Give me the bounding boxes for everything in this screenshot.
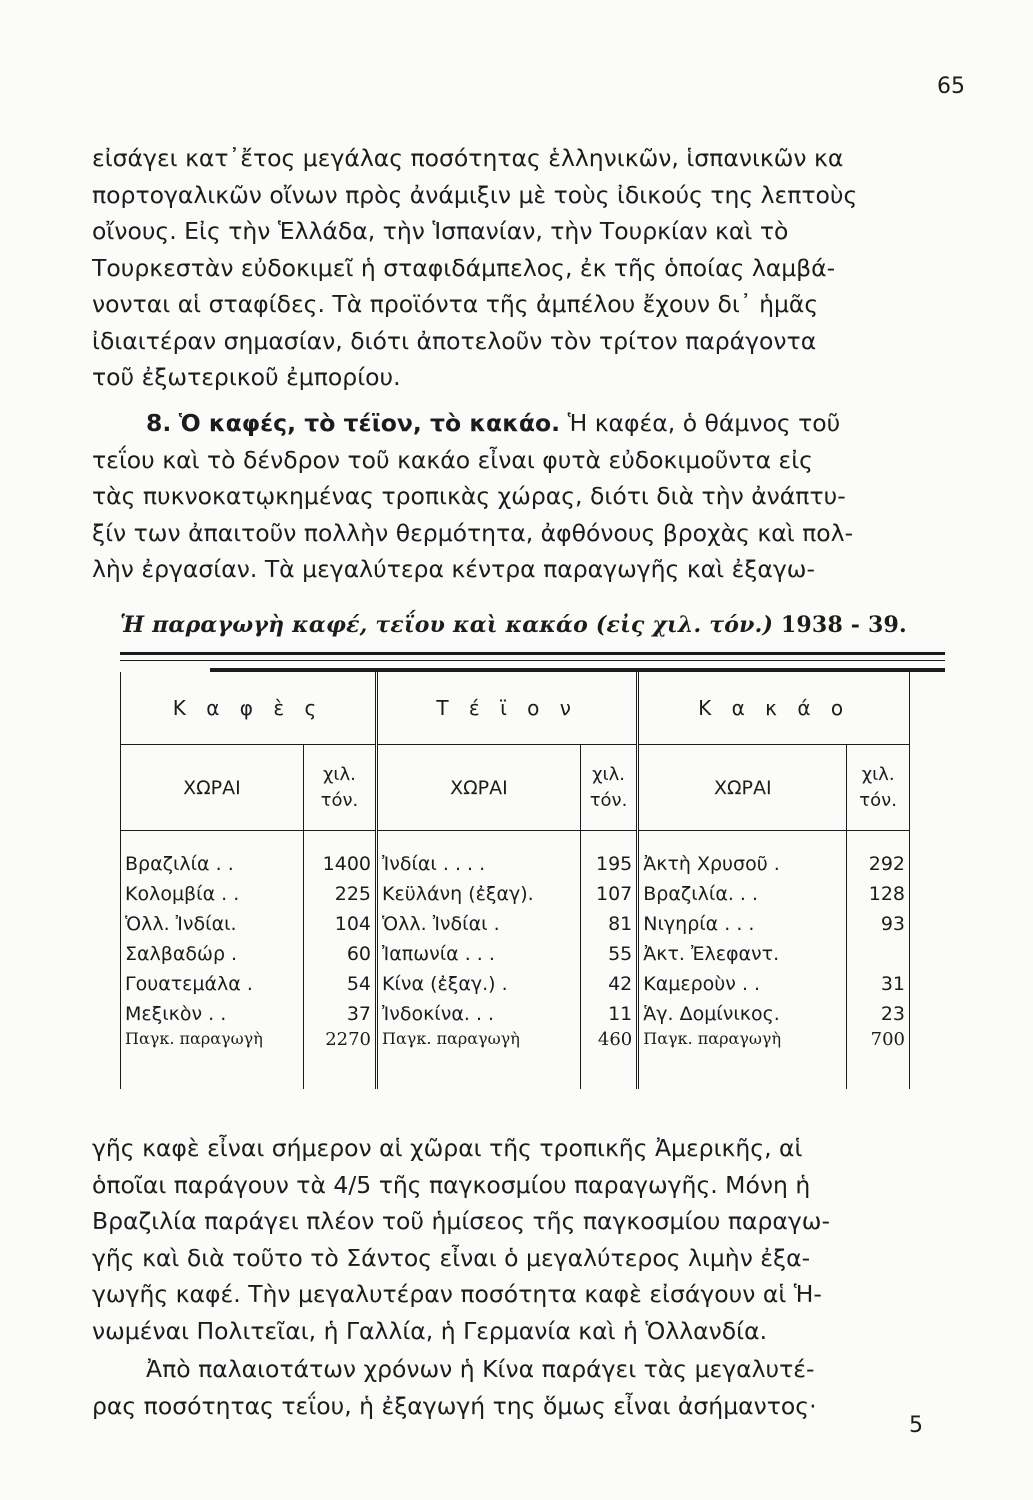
total-value: 700	[847, 1029, 910, 1089]
value-cell: 11	[580, 999, 637, 1029]
text-line: Ἀπὸ παλαιοτάτων χρόνων ἡ Κίνα παράγει τὰς μεγαλυτέ-	[146, 1355, 815, 1383]
table-row	[121, 849, 910, 879]
country-cell: Ὁλλ. Ἰνδίαι.	[121, 909, 304, 939]
country-cell: Ἁγ. Δομίνικος.	[638, 999, 847, 1029]
text-line: ἰδιαιτέραν σημασίαν, διότι ἀποτελοῦν τὸν τρίτον παράγοντα	[92, 326, 817, 355]
country-cell: Βραζιλία . .	[121, 849, 304, 879]
country-cell: Ἰνδοκίνα. . .	[377, 999, 581, 1029]
text-line: πορτογαλικῶν οἴνων πρὸς ἀνάμιξιν μὲ τοὺς ἰδικούς της λεπτοὺς	[92, 180, 858, 209]
value-cell: 292	[847, 849, 910, 879]
text-line: ξίν των ἀπαιτοῦν πολλὴν θερμότητα, ἀφθόνους βροχὰς καὶ πολ-	[92, 518, 854, 547]
value-cell: 195	[580, 849, 637, 879]
text-line: τὰς πυκνοκατῳκημένας τροπικὰς χώρας, διότι διὰ τὴν ἀνάπτυ-	[92, 482, 846, 510]
text-line: οἴνους. Εἰς τὴν Ἑλλάδα, τὴν Ἱσπανίαν, τὴν Τουρκίαν καὶ τὸ	[92, 217, 789, 245]
col-unit: χιλ. τόν.	[580, 745, 637, 831]
table-row	[121, 969, 910, 999]
total-label: Παγκ. παραγωγὴ	[121, 1029, 304, 1089]
value-cell: 55	[580, 939, 637, 969]
table-row	[121, 939, 910, 969]
value-cell: 60	[303, 939, 376, 969]
country-cell: Καμεροὺν . .	[638, 969, 847, 999]
text-line: γωγῆς καφέ. Τὴν μεγαλυτέραν ποσότητα καφὲ εἰσάγουν αἱ Ἡ-	[92, 1280, 822, 1308]
col-country: ΧΩΡΑΙ	[638, 745, 847, 831]
value-cell: 81	[580, 909, 637, 939]
table-spacer	[121, 831, 910, 850]
country-cell: Κεϋλάνη (ἐξαγ).	[377, 879, 581, 909]
value-cell: 104	[303, 909, 376, 939]
country-cell: Ὁλλ. Ἰνδίαι .	[377, 909, 581, 939]
value-cell: 225	[303, 879, 376, 909]
value-cell: 54	[303, 969, 376, 999]
table-caption-text: Ἡ παραγωγὴ καφέ, τεΐου καὶ κακάο (εἰς χιλ. τόν.)	[120, 612, 774, 638]
country-cell: Ἀκτ. Ἐλεφαντ.	[638, 939, 847, 969]
text-line: νονται αἱ σταφίδες. Τὰ προϊόντα τῆς ἀμπέλου ἔχουν δι᾽ ἡμᾶς	[92, 290, 819, 318]
production-table	[120, 672, 910, 1089]
text-line: ρας ποσότητας τεΐου, ἡ ἐξαγωγή της ὅμως εἶναι ἀσήμαντος·	[92, 1391, 817, 1420]
group-tea: Τ έ ϊ ο ν	[377, 672, 638, 745]
table-row	[121, 999, 910, 1029]
country-cell: Κίνα (ἐξαγ.) .	[377, 969, 581, 999]
table-group-header	[121, 672, 910, 745]
value-cell: 42	[580, 969, 637, 999]
text-line: γῆς καφὲ εἶναι σήμερον αἱ χῶραι τῆς τροπικῆς Ἀμερικῆς, αἱ	[92, 1134, 803, 1162]
value-cell: 23	[847, 999, 910, 1029]
country-cell: Ἰαπωνία . . .	[377, 939, 581, 969]
text-line: νωμέναι Πολιτεῖαι, ἡ Γαλλία, ἡ Γερμανία καὶ ἡ Ὁλλανδία.	[92, 1316, 768, 1345]
col-unit: χιλ. τόν.	[847, 745, 910, 831]
text-line: Τουρκεστὰν εὐδοκιμεῖ ἡ σταφιδάμπελος, ἐκ τῆς ὁποίας λαμβά-	[92, 253, 836, 282]
col-unit: χιλ. τόν.	[303, 745, 376, 831]
col-country: ΧΩΡΑΙ	[377, 745, 581, 831]
table-row	[121, 909, 910, 939]
paragraph-tea-china	[92, 1351, 942, 1424]
table-caption-year: 1938 - 39.	[780, 612, 907, 638]
paragraph-coffee-tea-cocoa	[92, 405, 942, 588]
paragraph-wine-imports	[92, 140, 942, 396]
table-row	[121, 879, 910, 909]
table-rule-thick	[120, 652, 945, 655]
value-cell: 37	[303, 999, 376, 1029]
page-number: 65	[937, 74, 965, 99]
group-coffee: Κ α φ ὲ ς	[121, 672, 377, 745]
total-label: Παγκ. παραγωγὴ	[377, 1029, 581, 1089]
table-caption	[120, 612, 950, 638]
table-total-row	[121, 1029, 910, 1089]
text-line: εἰσάγει κατ᾽ἔτος μεγάλας ποσότητας ἑλληνικῶν, ἱσπανικῶν κα	[92, 144, 844, 172]
section-number: 8.	[146, 409, 172, 437]
country-cell: Ἰνδίαι . . . .	[377, 849, 581, 879]
total-value: 2270	[303, 1029, 376, 1089]
country-cell: Μεξικὸν . .	[121, 999, 304, 1029]
table-rule-thin	[120, 660, 945, 661]
total-value: 460	[580, 1029, 637, 1089]
section-title: Ὁ καφές, τὸ τέϊον, τὸ κακάο.	[178, 409, 561, 437]
table-column-header	[121, 745, 910, 831]
value-cell: 31	[847, 969, 910, 999]
text-line: Βραζιλία παράγει πλέον τοῦ ἡμίσεος τῆς παγκοσμίου παραγω-	[92, 1207, 830, 1235]
country-cell: Σαλβαδώρ .	[121, 939, 304, 969]
country-cell: Βραζιλία. . .	[638, 879, 847, 909]
text-line: ὁποῖαι παράγουν τὰ 4/5 τῆς παγκοσμίου παραγωγῆς. Μόνη ἡ	[92, 1170, 811, 1199]
value-cell: 107	[580, 879, 637, 909]
value-cell: 93	[847, 909, 910, 939]
text-line: Ἡ καφέα, ὁ θάμνος τοῦ	[567, 409, 841, 437]
section-heading-line	[92, 405, 942, 442]
text-line: λὴν ἐργασίαν. Τὰ μεγαλύτερα κέντρα παραγωγῆς καὶ ἐξαγω-	[92, 555, 815, 583]
text-line: γῆς καὶ διὰ τοῦτο τὸ Σάντος εἶναι ὁ μεγαλύτερος λιμὴν ἐξα-	[92, 1243, 811, 1272]
col-country: ΧΩΡΑΙ	[121, 745, 304, 831]
signature-mark: 5	[909, 1413, 923, 1438]
text-line: τεΐου καὶ τὸ δένδρον τοῦ κακάο εἶναι φυτὰ εὐδοκιμοῦντα εἰς	[92, 445, 813, 474]
text-line: τοῦ ἐξωτερικοῦ ἐμπορίου.	[92, 363, 401, 391]
total-label: Παγκ. παραγωγὴ	[638, 1029, 847, 1089]
value-cell: 128	[847, 879, 910, 909]
country-cell: Κολομβία . .	[121, 879, 304, 909]
country-cell: Ἀκτὴ Χρυσοῦ .	[638, 849, 847, 879]
group-cocoa: Κ α κ ά ο	[638, 672, 910, 745]
country-cell: Γουατεμάλα .	[121, 969, 304, 999]
paragraph-coffee-producers	[92, 1130, 942, 1349]
value-cell: 1400	[303, 849, 376, 879]
country-cell: Νιγηρία . . .	[638, 909, 847, 939]
value-cell	[847, 939, 910, 969]
